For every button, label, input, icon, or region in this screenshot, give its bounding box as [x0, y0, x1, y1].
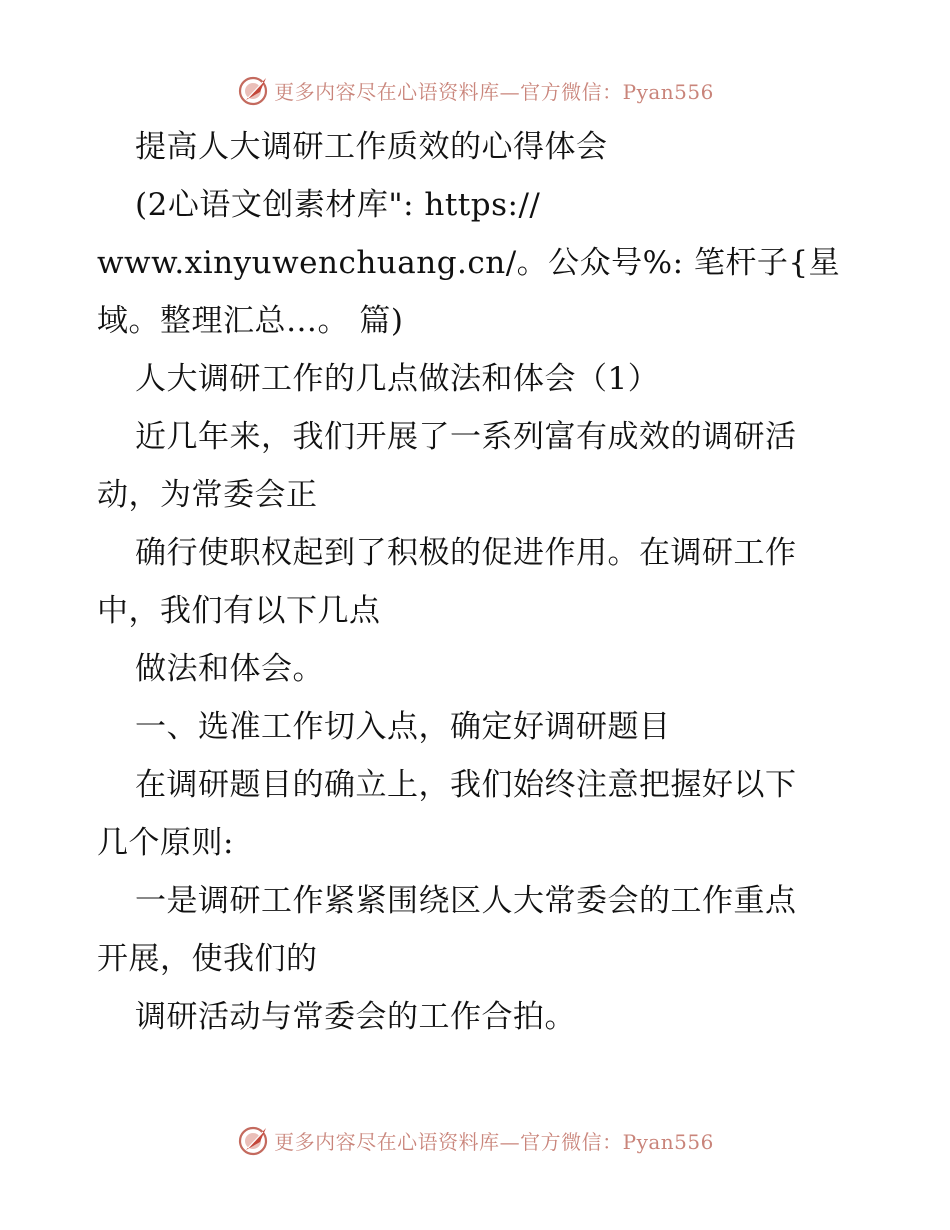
text-line: 域。整理汇总…。 篇) [97, 303, 404, 339]
quill-logo-icon [236, 72, 272, 108]
text-line: 确行使职权起到了积极的促进作用。在调研工作 [135, 535, 797, 571]
banner-text: 更多内容尽在心语资料库—官方微信：Pyan556 [274, 1129, 714, 1154]
text-line: 人大调研工作的几点做法和体会（1） [135, 361, 660, 397]
footer-banner [0, 1120, 950, 1160]
header-banner [0, 70, 950, 110]
text-line: 中，我们有以下几点 [97, 593, 381, 629]
text-line: 调研活动与常委会的工作合拍。 [135, 999, 576, 1035]
text-line: 一、选准工作切入点，确定好调研题目 [135, 709, 671, 745]
text-line: 提高人大调研工作质效的心得体会 [135, 129, 608, 165]
text-line: 近几年来，我们开展了一系列富有成效的调研活 [135, 419, 797, 455]
quill-logo-icon [236, 1122, 272, 1158]
text-line: www.xinyuwenchuang.cn/。公众号%: 笔杆子{星 [97, 245, 841, 281]
text-line: 做法和体会。 [135, 651, 324, 687]
document-body [97, 118, 857, 1046]
text-line: 几个原则: [97, 825, 234, 861]
text-line: 动，为常委会正 [97, 477, 318, 513]
text-line: (2心语文创素材库": https:// [135, 187, 541, 223]
text-line: 一是调研工作紧紧围绕区人大常委会的工作重点 [135, 883, 797, 919]
text-line: 开展，使我们的 [97, 941, 318, 977]
text-line: 在调研题目的确立上，我们始终注意把握好以下 [135, 767, 797, 803]
banner-text: 更多内容尽在心语资料库—官方微信：Pyan556 [274, 79, 714, 104]
